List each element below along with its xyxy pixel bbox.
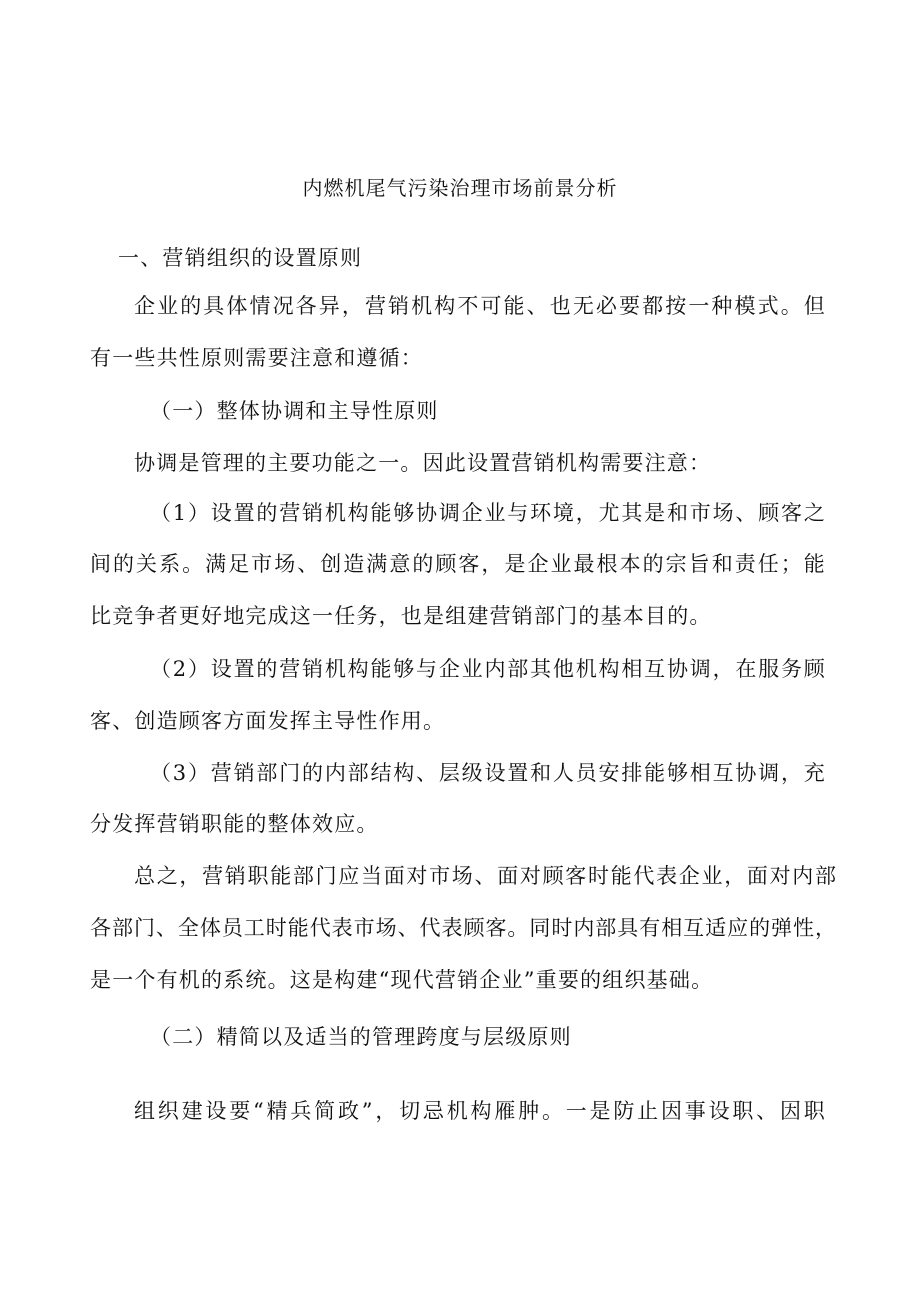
subsection-heading: （一）整体协调和主导性原则	[150, 399, 439, 423]
subsection-heading: （二）精简以及适当的管理跨度与层级原则	[150, 1025, 572, 1049]
paragraph-line: （2）设置的营销机构能够与企业内部其他机构相互协调，在服务顾	[150, 657, 826, 681]
section-heading: 一、营销组织的设置原则	[118, 246, 363, 270]
paragraph-line: 组织建设要“精兵简政”，切忌机构雁肿。一是防止因事设职、因职	[134, 1099, 826, 1123]
paragraph-line: 是一个有机的系统。这是构建“现代营销企业”重要的组织基础。	[90, 968, 714, 992]
paragraph-line: 分发挥营销职能的整体效应。	[90, 812, 379, 836]
paragraph-line: （3）营销部门的内部结构、层级设置和人员安排能够相互协调，充	[150, 761, 826, 785]
paragraph-line: 间的关系。满足市场、创造满意的顾客，是企业最根本的宗旨和责任；能	[90, 552, 826, 576]
document-title: 内燃机尾气污染治理市场前景分析	[302, 176, 618, 200]
paragraph-line: 比竞争者更好地完成这一任务，也是组建营销部门的基本目的。	[90, 604, 712, 628]
paragraph-line: 客、创造顾客方面发挥主导性作用。	[90, 709, 446, 733]
paragraph-line: 总之，营销职能部门应当面对市场、面对顾客时能代表企业，面对内部	[134, 864, 836, 888]
paragraph-line: 各部门、全体员工时能代表市场、代表顾客。同时内部具有相互适应的弹性，	[90, 916, 836, 940]
paragraph-line: 协调是管理的主要功能之一。因此设置营销机构需要注意：	[134, 451, 712, 475]
paragraph-line: 有一些共性原则需要注意和遵循：	[90, 346, 423, 370]
paragraph-line: 企业的具体情况各异，营销机构不可能、也无必要都按一种模式。但	[134, 294, 826, 318]
paragraph-line: （1）设置的营销机构能够协调企业与环境，尤其是和市场、顾客之	[150, 501, 826, 525]
